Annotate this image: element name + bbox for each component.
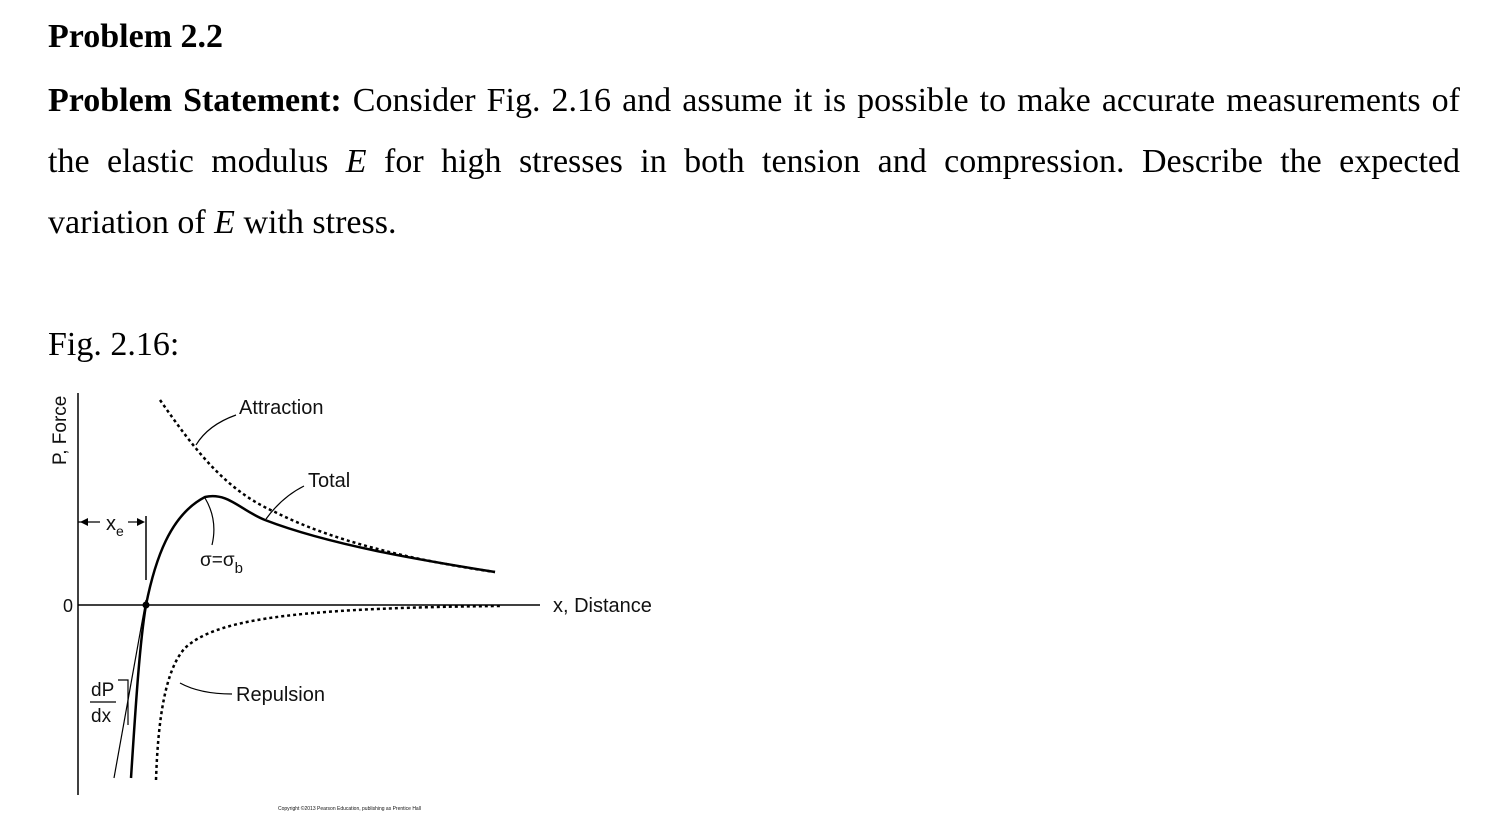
slope-numerator: dP bbox=[91, 680, 115, 701]
variable-e: E bbox=[345, 143, 367, 180]
statement-text-1: Consider Fig. 2.16 and assume it is possible to make accurate measurements of the elastic modulus bbox=[48, 82, 1461, 180]
variable-e: E bbox=[214, 204, 235, 241]
attraction-label: Attraction bbox=[239, 397, 324, 419]
statement-text-3: with stress. bbox=[234, 204, 397, 241]
total-pointer bbox=[266, 486, 304, 519]
xe-left-arrow bbox=[80, 518, 88, 526]
y-axis-label: P, Force bbox=[50, 395, 71, 465]
slope-tangent bbox=[114, 600, 146, 778]
repulsion-curve bbox=[156, 606, 500, 780]
x-axis-label: x, Distance bbox=[553, 595, 652, 617]
statement-label: Problem Statement: bbox=[48, 82, 342, 119]
figure-caption: Fig. 2.16: bbox=[48, 326, 180, 363]
total-curve bbox=[131, 496, 495, 778]
slope-triangle bbox=[118, 680, 128, 725]
origin-label: 0 bbox=[63, 596, 74, 616]
xe-label: $x_e$ bbox=[106, 513, 124, 539]
slope-denominator: dx bbox=[91, 706, 112, 727]
sigma-pointer bbox=[205, 498, 214, 545]
repulsion-label: Repulsion bbox=[236, 684, 325, 706]
copyright-notice: Copyright ©2013 Pearson Education, publishing as Prentice Hall bbox=[278, 806, 421, 812]
statement-text-2: for high stresses in both tension and compression. Describe the expected variation of bbox=[48, 143, 1460, 241]
repulsion-pointer bbox=[180, 683, 232, 694]
problem-title: Problem 2.2 bbox=[48, 18, 224, 55]
sigma-label: $\sigma=\sigma_b$ bbox=[200, 550, 243, 577]
total-label: Total bbox=[308, 470, 351, 492]
attraction-pointer bbox=[196, 415, 236, 445]
xe-right-arrow bbox=[137, 518, 145, 526]
